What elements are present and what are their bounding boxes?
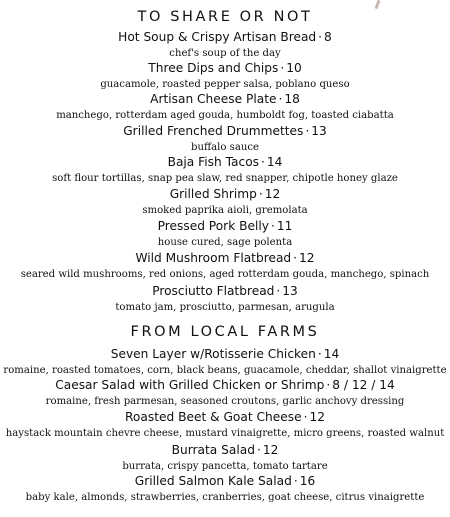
item-price: 12 [264,187,281,201]
menu-item [0,30,450,60]
item-name: Grilled Shrimp [169,187,257,201]
item-description: manchego, rotterdam aged gouda, humboldt fog, toasted ciabatta [56,110,394,121]
item-price: 18 [284,92,300,106]
item-heading [0,187,450,201]
item-heading [0,410,450,424]
item-price: 11 [276,219,293,233]
item-name: Hot Soup & Crispy Artisan Bread [118,30,317,44]
item-description: guacamole, roasted pepper salsa, poblano queso [100,79,350,90]
menu-item [0,251,450,281]
item-price: 8 [324,30,332,44]
item-description: haystack mountain chevre cheese, mustard vinaigrette, micro greens, roasted walnut [5,428,445,439]
item-description: smoked paprika aioli, gremolata [142,205,308,216]
item-description: burrata, crispy pancetta, tomato tartare [122,461,328,472]
item-name: Burrata Salad [171,443,255,457]
price-separator: · [256,443,261,457]
item-heading [0,30,450,44]
item-heading [0,61,450,75]
item-description: romaine, fresh parmesan, seasoned croutons, garlic anchovy dressing [45,396,405,407]
item-description: seared wild mushrooms, red onions, aged rotterdam gouda, manchego, spinach [20,269,430,280]
menu-item [0,474,450,504]
price-separator: · [303,410,308,424]
price-separator: · [276,284,281,298]
section-title-to-share: TO SHARE OR NOT [137,9,313,25]
item-heading [0,284,450,298]
item-price: 10 [286,61,302,75]
price-separator: · [318,30,323,44]
section-title-from-local-farms: FROM LOCAL FARMS [130,324,320,340]
price-separator: · [317,347,322,361]
item-heading [0,155,450,169]
item-name: Seven Layer w/Rotisserie Chicken [110,347,316,361]
price-separator: · [293,251,298,265]
price-separator: · [278,92,283,106]
item-heading [0,474,450,488]
item-name: Grilled Frenched Drummettes [123,124,304,138]
item-description: romaine, roasted tomatoes, corn, black beans, guacamole, cheddar, shallot vinaigrette [3,365,447,376]
menu-item [0,92,450,122]
item-name: Baja Fish Tacos [167,155,260,169]
item-price: 13 [311,124,327,138]
menu-item [0,187,450,217]
item-name: Three Dips and Chips [148,61,279,75]
item-price: 13 [282,284,298,298]
menu-item [0,410,450,440]
item-description: tomato jam, prosciutto, parmesan, arugula [115,302,335,313]
item-heading [0,347,450,361]
menu-item [0,443,450,473]
item-name: Roasted Beet & Goat Cheese [125,410,302,424]
item-name: Artisan Cheese Plate [150,92,277,106]
menu-item [0,61,450,91]
menu-item [0,347,450,377]
menu-item [0,124,450,154]
item-price: 14 [266,155,283,169]
item-description: house cured, sage polenta [157,237,293,248]
item-description: buffalo sauce [191,142,259,153]
item-name: Pressed Pork Belly [157,219,269,233]
item-description: baby kale, almonds, strawberries, cranberries, goat cheese, citrus vinaigrette [25,492,425,503]
price-separator: · [258,187,263,201]
price-separator: · [326,378,331,392]
menu-item [0,219,450,249]
price-separator: · [305,124,310,138]
item-price: 12 [299,251,315,265]
menu-item [0,378,450,408]
item-heading [0,124,450,138]
item-name: Wild Mushroom Flatbread [135,251,292,265]
corner-stain-mark [375,0,381,9]
item-name: Grilled Salmon Kale Salad [134,474,292,488]
item-name: Prosciutto Flatbread [152,284,275,298]
price-separator: · [280,61,285,75]
price-separator: · [261,155,265,169]
item-heading [0,251,450,265]
item-heading [0,92,450,106]
item-price: 8 / 12 / 14 [332,378,395,392]
item-heading [0,443,450,457]
item-price: 12 [309,410,325,424]
price-separator: · [270,219,275,233]
item-description: soft flour tortillas, snap pea slaw, red snapper, chipotle honey glaze [52,173,398,184]
item-price: 12 [262,443,279,457]
price-separator: · [293,474,298,488]
item-heading [0,378,450,392]
menu-item [0,284,450,314]
item-description: chef's soup of the day [169,48,281,59]
menu-item [0,155,450,185]
item-heading [0,219,450,233]
item-price: 16 [299,474,316,488]
item-name: Caesar Salad with Grilled Chicken or Shrimp [55,378,325,392]
item-price: 14 [323,347,340,361]
